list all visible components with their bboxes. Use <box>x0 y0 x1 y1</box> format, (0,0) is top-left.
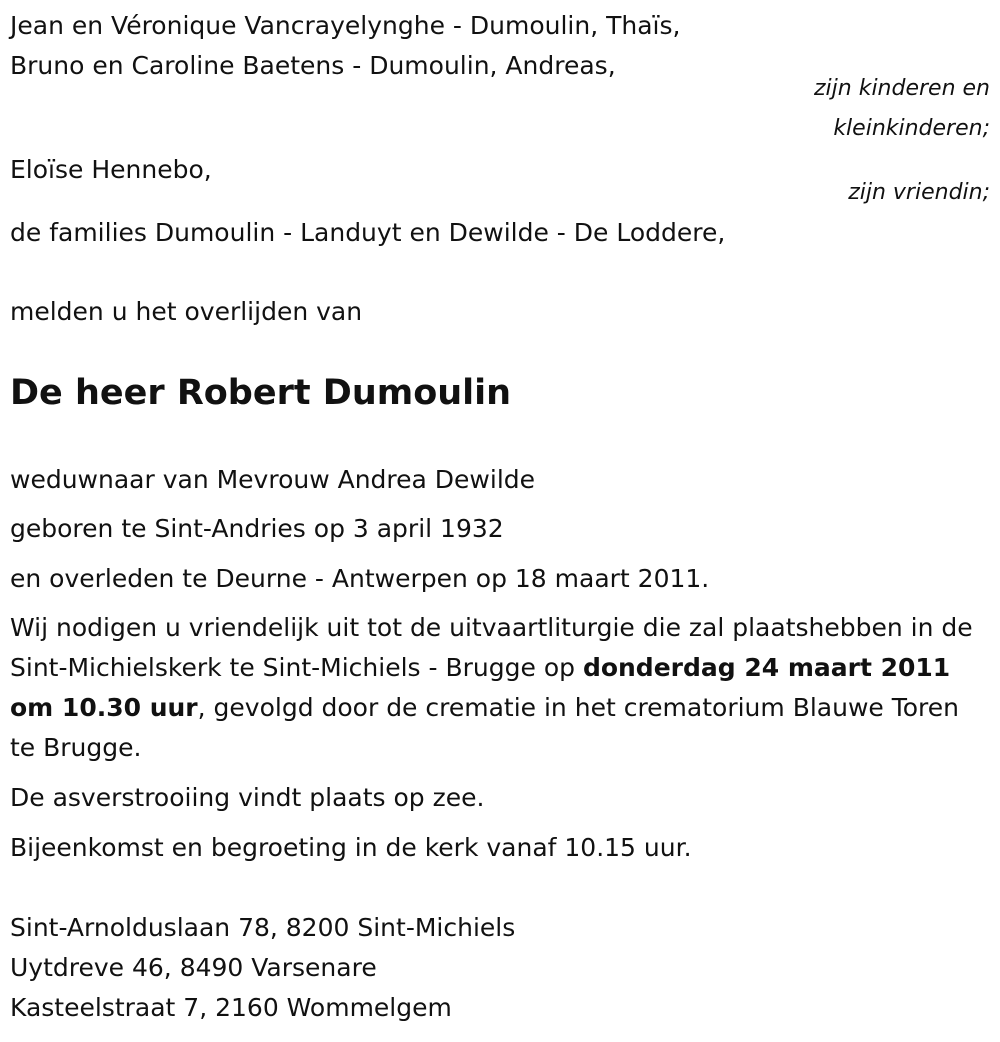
invitation-part-1: Wij nodigen u vriendelijk uit tot de uitvaartliturgie die zal plaatshebben in de Sint-Michielskerk te Sint-Michiels - Brugge op <box>10 613 973 682</box>
address-1: Sint-Arnolduslaan 78, 8200 Sint-Michiels <box>10 913 516 942</box>
friend-name: Eloïse Hennebo, <box>10 155 212 184</box>
widower-line: weduwnaar van Mevrouw Andrea Dewilde <box>10 465 536 494</box>
address-2: Uytdreve 46, 8490 Varsenare <box>10 953 377 982</box>
invitation-part-2: , gevolgd door de crematie in het crematorium Blauwe Toren te Brugge. <box>10 693 960 762</box>
born-line: geboren te Sint-Andries op 3 april 1932 <box>10 514 504 543</box>
announcement: melden u het overlijden van <box>10 297 363 326</box>
family-line-1: Jean en Véronique Vancrayelynghe - Dumoulin, Thaïs, <box>10 11 681 40</box>
role-kinderen-1: zijn kinderen en <box>814 76 990 101</box>
families-line: de families Dumoulin - Landuyt en Dewilde - De Loddere, <box>10 218 726 247</box>
invitation-paragraph <box>10 608 990 768</box>
role-kinderen-2: kleinkinderen; <box>833 116 990 141</box>
funeral-date: donderdag 24 maart 2011 om 10.30 uur <box>10 653 951 722</box>
role-vriendin: zijn vriendin; <box>848 180 990 205</box>
deceased-name: De heer Robert Dumoulin <box>10 373 512 413</box>
scattering-line: De asverstrooiing vindt plaats op zee. <box>10 783 485 812</box>
family-line-2: Bruno en Caroline Baetens - Dumoulin, Andreas, <box>10 51 616 80</box>
gathering-line: Bijeenkomst en begroeting in de kerk vanaf 10.15 uur. <box>10 833 692 862</box>
address-3: Kasteelstraat 7, 2160 Wommelgem <box>10 993 452 1022</box>
died-line: en overleden te Deurne - Antwerpen op 18 maart 2011. <box>10 564 710 593</box>
